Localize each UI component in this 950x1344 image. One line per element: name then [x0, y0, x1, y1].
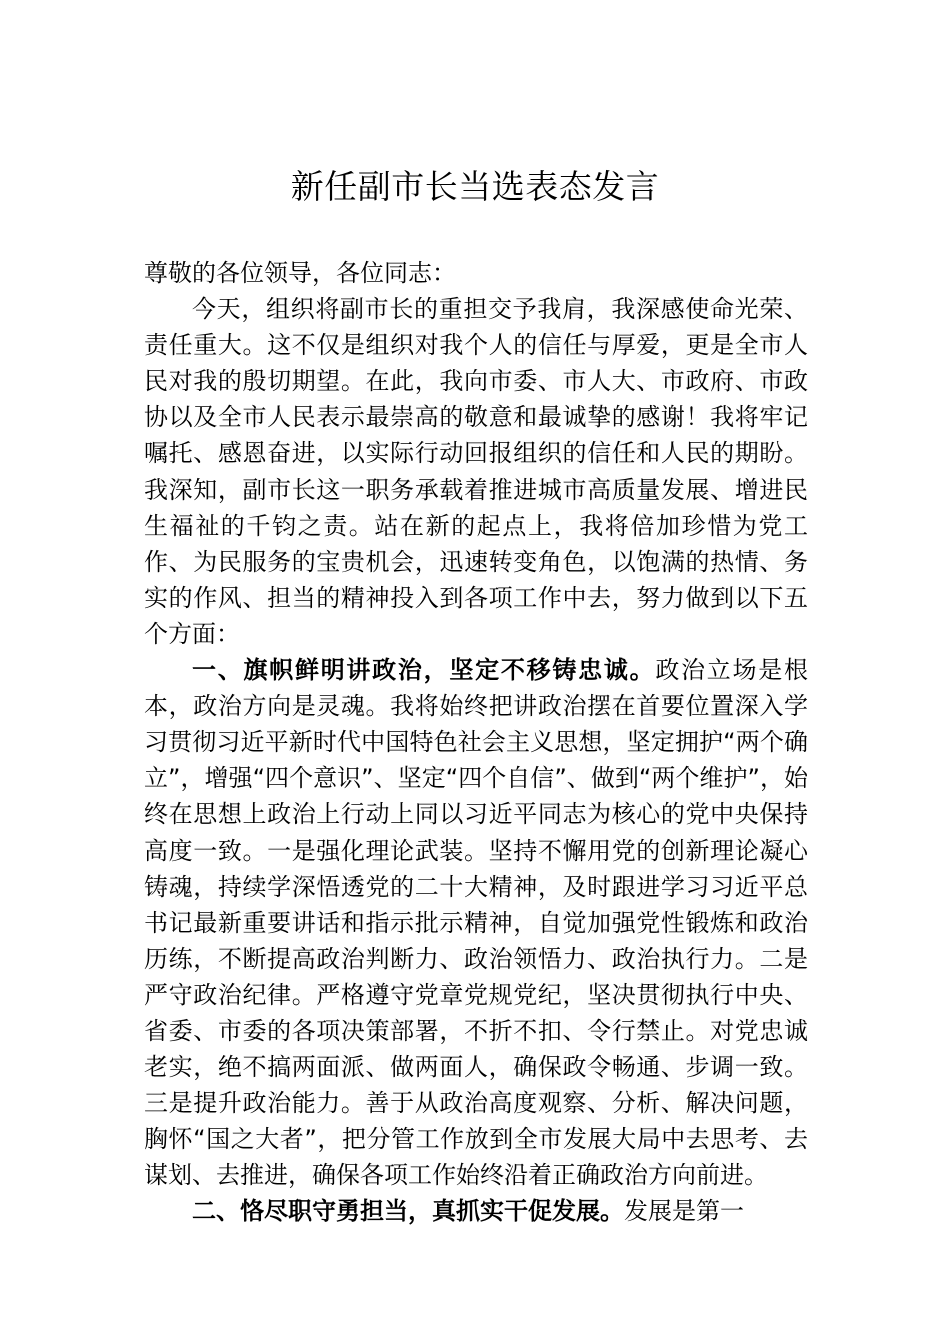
section-two-text: 发展是第一	[624, 1197, 744, 1226]
salutation: 尊敬的各位领导，各位同志：	[144, 259, 456, 287]
section-one-text: 政治立场是根本，政治方向是灵魂。我将始终把讲政治摆在首要位置深入学习贯彻习近平新时代中国特色社会主义思想，坚定拥护“两个确立”，增强“四个意识”、坚定“四个自信”、做到“两个维护”，始终在思想上政治上行动上同以习近平同志为核心的党中央保持高度一致。一是强化理论武装。坚持不懈用党的创新理论凝心铸魂，持续学深悟透党的二十大精神，及时跟进学习习近平总书记最新重要讲话和指示批示精神，自觉加强党性锻炼和政治历练，不断提高政治判断力、政治领悟力、政治执行力。二是严守政治纪律。严格遵守党章党规党纪，坚决贯彻执行中央、省委、市委的各项决策部署，不折不扣、令行禁止。对党忠诚老实，绝不搞两面派、做两面人，确保政令畅通、步调一致。三是提升政治能力。善于从政治高度观察、分析、解决问题，胸怀“国之大者”，把分管工作放到全市发展大局中去思考、去谋划、去推进，确保各项工作始终沿着正确政治方向前进。	[144, 656, 809, 1190]
document-title: 新任副市长当选表态发言	[290, 167, 660, 206]
intro-paragraph: 今天，组织将副市长的重担交予我肩，我深感使命光荣、责任重大。这不仅是组织对我个人的信任与厚爱，更是全市人民对我的殷切期望。在此，我向市委、市人大、市政府、市政协以及全市人民表示最崇高的敬意和最诚挚的感谢！我将牢记嘱托、感恩奋进，以实际行动回报组织的信任和人民的期盼。我深知，副市长这一职务承载着推进城市高质量发展、增进民生福祉的千钧之责。站在新的起点上，我将倍加珍惜为党工作、为民服务的宝贵机会，迅速转变角色，以饱满的热情、务实的作风、担当的精神投入到各项工作中去，努力做到以下五个方面：	[144, 295, 808, 648]
section-two-heading: 二、恪尽职守勇担当，真抓实干促发展。	[192, 1197, 624, 1226]
section-one-paragraph	[144, 652, 808, 1193]
section-two-paragraph	[144, 1193, 808, 1229]
section-one-heading: 一、旗帜鲜明讲政治，坚定不移铸忠诚。	[192, 656, 656, 685]
document-body	[144, 255, 808, 1230]
